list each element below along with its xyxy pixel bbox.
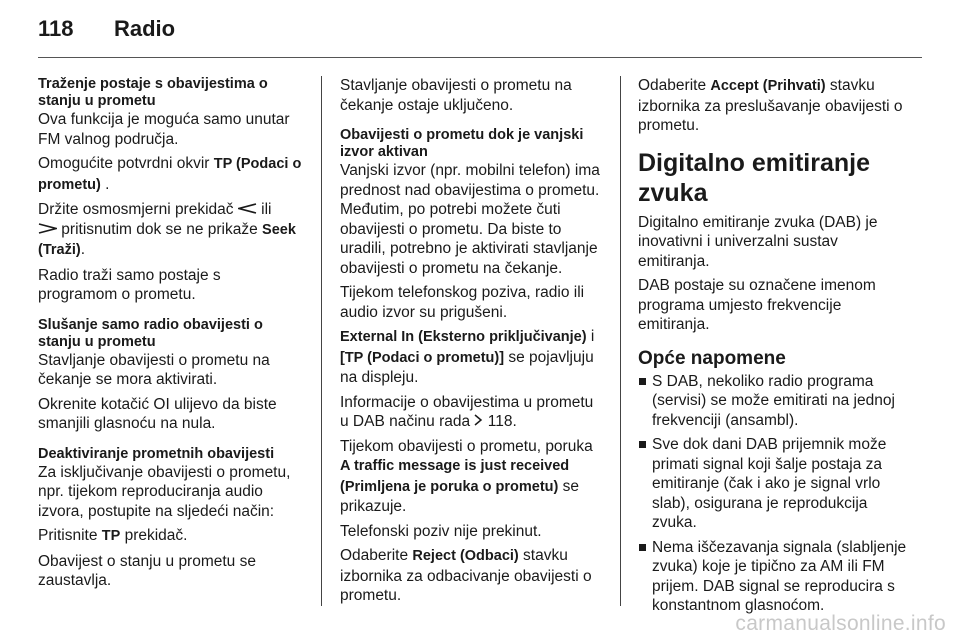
column-divider xyxy=(620,76,621,606)
bullet-square-icon xyxy=(639,378,646,385)
bullet-square-icon xyxy=(639,441,646,448)
subheading: Traženje postaje s obavijestima o stanju u prometu xyxy=(38,76,268,109)
triangle-left-icon xyxy=(238,203,257,214)
list-item: Sve dok dani DAB prijemnik može primati signal koji šalje postaja za emitiranje (čak i ako je signal vrlo slab), osigurana je reprodukcija zvuka. xyxy=(638,435,908,533)
subheading: Deaktiviranje prometnih obavijesti xyxy=(38,445,275,462)
paragraph: Tijekom telefonskog poziva, radio ili audio izvor su prigušeni. xyxy=(340,284,585,321)
paragraph: Držite osmosmjerni prekidač ili pritisnutim dok se ne prikaže Seek (Traži). xyxy=(38,201,296,258)
paragraph: Okrenite kotačić OI ulijevo da biste smanjili glasnoću na nula. xyxy=(38,395,277,432)
column-3 xyxy=(638,76,908,621)
page-section-title: Radio xyxy=(113,16,176,41)
page-header xyxy=(38,16,175,50)
paragraph: DAB postaje su označene imenom programa umjesto frekvencije emitiranja. xyxy=(638,277,876,333)
list-item: S DAB, nekoliko radio programa (servisi) se može emitirati na jednoj frekvenciji (ansambl). xyxy=(638,372,908,431)
paragraph: Odaberite Accept (Prihvati) stavku izbornika za preslušavanje obavijesti o prometu. xyxy=(638,77,903,134)
paragraph: Digitalno emitiranje zvuka (DAB) je inovativni i univerzalni sustav emitiranja. xyxy=(638,213,878,270)
subheading: Slušanje samo radio obavijesti o stanju u prometu xyxy=(38,316,263,350)
paragraph: Telefonski poziv nije prekinut. xyxy=(340,522,542,540)
bullet-list xyxy=(638,372,908,616)
paragraph: Stavljanje obavijesti o prometu na čekanje se mora aktivirati. xyxy=(38,351,270,388)
paragraph: Odaberite Reject (Odbaci) stavku izbornika za odbacivanje obavijesti o prometu. xyxy=(340,547,592,604)
paragraph: Ova funkcija je moguća samo unutar FM valnog područja. xyxy=(38,111,290,148)
column-divider xyxy=(321,76,322,606)
triangle-right-icon xyxy=(38,223,57,234)
column-1 xyxy=(38,76,303,596)
paragraph: External In (Eksterno priključivanje) i [TP (Podaci o prometu)] se pojavljuju na displeju. xyxy=(340,328,595,386)
section-heading: Digitalno emitiranje zvuka xyxy=(638,148,870,207)
paragraph: Informacije o obavijestima u prometu u DAB načinu rada 118. xyxy=(340,393,594,430)
paragraph: Radio traži samo postaje s programom o prometu. xyxy=(38,266,221,303)
paragraph: Za isključivanje obavijesti o prometu, npr. tijekom reproduciranja audio izvora, postupite na sljedeći način: xyxy=(38,463,291,520)
paragraph: Vanjski izvor (npr. mobilni telefon) ima prednost nad obavijestima o prometu. Međutim, po potrebi možete čuti obavijesti o prometu. Da biste to uradili, potrebno je aktivirati stavljanje obavijesti o prometu na čekanje. xyxy=(340,162,600,277)
paragraph: Pritisnite TP prekidač. xyxy=(38,527,188,544)
bullet-square-icon xyxy=(639,544,646,551)
page-number: 118 xyxy=(38,16,74,41)
paragraph: Obavijest o stanju u prometu se zaustavlja. xyxy=(38,552,256,589)
paragraph: Stavljanje obavijesti o prometu na čekanje ostaje uključeno. xyxy=(340,77,572,114)
subsection-heading: Opće napomene xyxy=(638,347,786,369)
subheading: Obavijesti o prometu dok je vanjski izvor aktivan xyxy=(340,127,584,160)
paragraph: Omogućite potvrdni okvir TP (Podaci o prometu) . xyxy=(38,155,302,193)
list-item: Nema iščezavanja signala (slabljenje zvuka) koje je tipično za AM ili FM prijem. DAB signal se reproducira s konstantnom glasnoćom. xyxy=(638,538,908,616)
column-2 xyxy=(340,76,605,611)
paragraph: Tijekom obavijesti o prometu, poruka A traffic message is just received (Primljena je poruka o prometu) se prikazuje. xyxy=(340,437,593,515)
watermark[interactable]: carmanualsonline.info xyxy=(735,612,946,635)
header-rule xyxy=(38,57,922,58)
